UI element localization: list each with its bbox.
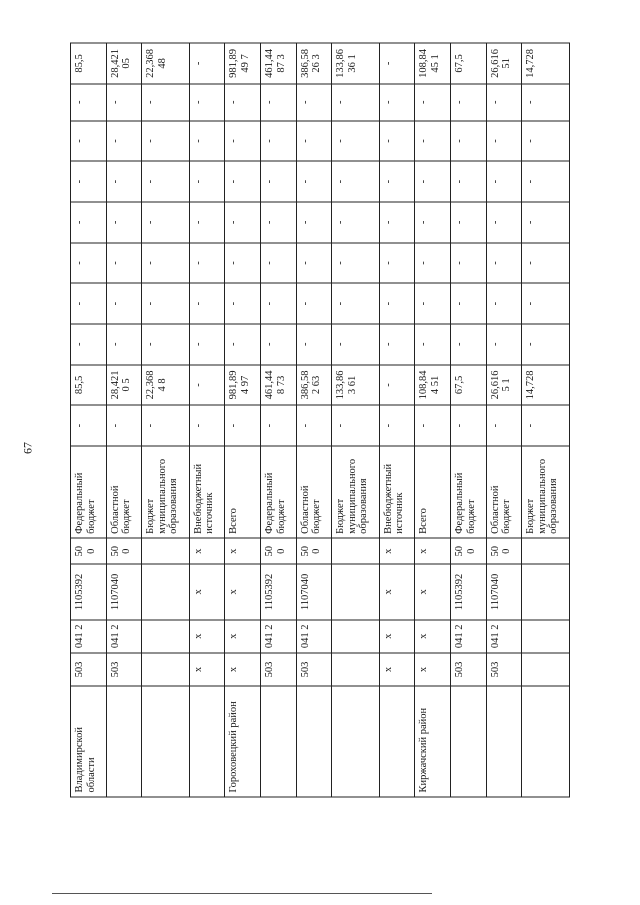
- table-row: [486, 43, 522, 797]
- value-cell: -: [71, 405, 107, 446]
- value-cell: -: [332, 202, 380, 243]
- value-cell: -: [189, 161, 225, 202]
- section-cell: 041 2: [296, 620, 332, 653]
- table-row: [189, 43, 225, 797]
- value-cell: -: [486, 283, 522, 324]
- value-cell: -: [451, 324, 487, 365]
- value-cell: -: [106, 283, 142, 324]
- page-number: 67: [20, 442, 35, 454]
- value-cell: -: [71, 161, 107, 202]
- value-cell: -: [261, 243, 297, 284]
- region-cell: [142, 686, 190, 797]
- value-cell: -: [106, 84, 142, 121]
- type-cell: 50 0: [71, 538, 107, 564]
- source-cell: Федеральный бюджет: [261, 446, 297, 538]
- total-cell: 461,4487 3: [261, 43, 297, 84]
- code-cell: x: [379, 653, 415, 686]
- code-cell: [332, 653, 380, 686]
- value-cell: -: [486, 202, 522, 243]
- value-cell: -: [261, 161, 297, 202]
- value-cell: -: [225, 283, 261, 324]
- target-cell: 1105392: [261, 564, 297, 619]
- value-cell: -: [451, 202, 487, 243]
- code-cell: [522, 653, 570, 686]
- region-cell: Владимирской области: [71, 686, 107, 797]
- table-row: [332, 43, 380, 797]
- value-cell: -: [415, 121, 451, 162]
- value-cell: -: [379, 283, 415, 324]
- region-cell: Гороховецкий район: [225, 686, 261, 797]
- section-cell: 041 2: [106, 620, 142, 653]
- total-cell: 67,5: [451, 43, 487, 84]
- value-cell: -: [522, 202, 570, 243]
- source-cell: Федеральный бюджет: [71, 446, 107, 538]
- value-cell: -: [332, 243, 380, 284]
- value-cell: 67,5: [451, 365, 487, 406]
- value-cell: -: [71, 121, 107, 162]
- value-cell: -: [142, 161, 190, 202]
- type-cell: x: [379, 538, 415, 564]
- value-cell: -: [522, 283, 570, 324]
- value-cell: -: [71, 84, 107, 121]
- source-cell: Областной бюджет: [486, 446, 522, 538]
- value-cell: -: [296, 121, 332, 162]
- region-cell: [261, 686, 297, 797]
- type-cell: 50 0: [486, 538, 522, 564]
- source-cell: Всего: [415, 446, 451, 538]
- type-cell: [332, 538, 380, 564]
- value-cell: -: [415, 243, 451, 284]
- value-cell: -: [486, 324, 522, 365]
- source-cell: Всего: [225, 446, 261, 538]
- section-cell: [142, 620, 190, 653]
- section-cell: 041 2: [71, 620, 107, 653]
- value-cell: -: [415, 283, 451, 324]
- type-cell: 50 0: [451, 538, 487, 564]
- value-cell: -: [225, 161, 261, 202]
- total-cell: 85,5: [71, 43, 107, 84]
- footer-divider: [52, 893, 432, 894]
- table-row: [415, 43, 451, 797]
- value-cell: -: [379, 121, 415, 162]
- target-cell: 1107040: [106, 564, 142, 619]
- value-cell: -: [451, 84, 487, 121]
- value-cell: -: [332, 161, 380, 202]
- value-cell: -: [296, 84, 332, 121]
- value-cell: -: [225, 324, 261, 365]
- total-cell: 22,36848: [142, 43, 190, 84]
- value-cell: -: [415, 324, 451, 365]
- value-cell: -: [522, 161, 570, 202]
- value-cell: 85,5: [71, 365, 107, 406]
- value-cell: -: [486, 243, 522, 284]
- value-cell: -: [522, 324, 570, 365]
- table-row: [261, 43, 297, 797]
- table-row: [451, 43, 487, 797]
- table-row: [379, 43, 415, 797]
- type-cell: 50 0: [296, 538, 332, 564]
- target-cell: x: [225, 564, 261, 619]
- value-cell: 14,728: [522, 365, 570, 406]
- value-cell: -: [261, 283, 297, 324]
- value-cell: -: [225, 121, 261, 162]
- target-cell: [142, 564, 190, 619]
- source-cell: Бюджет муниципального образования: [142, 446, 190, 538]
- type-cell: x: [225, 538, 261, 564]
- section-cell: x: [415, 620, 451, 653]
- value-cell: -: [415, 405, 451, 446]
- value-cell: -: [261, 405, 297, 446]
- value-cell: -: [106, 243, 142, 284]
- value-cell: -: [106, 405, 142, 446]
- target-cell: x: [189, 564, 225, 619]
- value-cell: -: [189, 283, 225, 324]
- table-row: [142, 43, 190, 797]
- value-cell: -: [332, 121, 380, 162]
- value-cell: -: [225, 405, 261, 446]
- value-cell: 133,863 61: [332, 365, 380, 406]
- value-cell: 461,448 73: [261, 365, 297, 406]
- value-cell: -: [142, 405, 190, 446]
- value-cell: 108,844 51: [415, 365, 451, 406]
- target-cell: 1107040: [296, 564, 332, 619]
- code-cell: 503: [261, 653, 297, 686]
- value-cell: -: [71, 202, 107, 243]
- value-cell: -: [451, 161, 487, 202]
- value-cell: -: [71, 243, 107, 284]
- budget-table: [70, 43, 570, 798]
- value-cell: -: [379, 202, 415, 243]
- value-cell: -: [332, 324, 380, 365]
- type-cell: x: [415, 538, 451, 564]
- value-cell: 386,582 63: [296, 365, 332, 406]
- value-cell: 28,4210 5: [106, 365, 142, 406]
- value-cell: -: [225, 84, 261, 121]
- value-cell: -: [106, 161, 142, 202]
- value-cell: -: [189, 202, 225, 243]
- total-cell: 14,728: [522, 43, 570, 84]
- value-cell: -: [486, 161, 522, 202]
- value-cell: -: [106, 324, 142, 365]
- total-cell: 133,8636 1: [332, 43, 380, 84]
- value-cell: -: [451, 121, 487, 162]
- total-cell: 386,5826 3: [296, 43, 332, 84]
- value-cell: -: [296, 161, 332, 202]
- value-cell: -: [486, 405, 522, 446]
- value-cell: -: [142, 202, 190, 243]
- value-cell: -: [296, 243, 332, 284]
- source-cell: Областной бюджет: [296, 446, 332, 538]
- section-cell: 041 2: [486, 620, 522, 653]
- value-cell: -: [332, 84, 380, 121]
- type-cell: x: [189, 538, 225, 564]
- value-cell: -: [225, 243, 261, 284]
- value-cell: -: [189, 324, 225, 365]
- value-cell: -: [225, 202, 261, 243]
- type-cell: [522, 538, 570, 564]
- value-cell: -: [261, 84, 297, 121]
- value-cell: -: [332, 283, 380, 324]
- value-cell: -: [379, 84, 415, 121]
- value-cell: -: [379, 243, 415, 284]
- value-cell: -: [379, 161, 415, 202]
- value-cell: -: [189, 405, 225, 446]
- value-cell: -: [106, 121, 142, 162]
- value-cell: -: [522, 84, 570, 121]
- source-cell: Федеральный бюджет: [451, 446, 487, 538]
- total-cell: 108,8445 1: [415, 43, 451, 84]
- region-cell: Киржачский район: [415, 686, 451, 797]
- value-cell: -: [379, 365, 415, 406]
- table-row: [522, 43, 570, 797]
- type-cell: 50 0: [106, 538, 142, 564]
- region-cell: [189, 686, 225, 797]
- target-cell: 1105392: [71, 564, 107, 619]
- target-cell: [332, 564, 380, 619]
- value-cell: -: [106, 202, 142, 243]
- region-cell: [522, 686, 570, 797]
- value-cell: -: [522, 121, 570, 162]
- target-cell: 1105392: [451, 564, 487, 619]
- value-cell: -: [142, 283, 190, 324]
- value-cell: -: [415, 84, 451, 121]
- budget-table-container: [70, 43, 570, 798]
- value-cell: -: [522, 243, 570, 284]
- code-cell: 503: [71, 653, 107, 686]
- code-cell: [142, 653, 190, 686]
- value-cell: -: [451, 283, 487, 324]
- value-cell: -: [486, 84, 522, 121]
- value-cell: -: [71, 283, 107, 324]
- code-cell: x: [189, 653, 225, 686]
- value-cell: -: [296, 324, 332, 365]
- source-cell: Внебюджетный источник: [189, 446, 225, 538]
- source-cell: Областной бюджет: [106, 446, 142, 538]
- table-row: [71, 43, 107, 797]
- type-cell: [142, 538, 190, 564]
- value-cell: -: [261, 202, 297, 243]
- code-cell: 503: [296, 653, 332, 686]
- total-cell: -: [379, 43, 415, 84]
- section-cell: 041 2: [451, 620, 487, 653]
- value-cell: -: [451, 243, 487, 284]
- target-cell: x: [379, 564, 415, 619]
- value-cell: -: [142, 84, 190, 121]
- value-cell: -: [379, 324, 415, 365]
- value-cell: -: [189, 84, 225, 121]
- value-cell: -: [451, 405, 487, 446]
- total-cell: 981,8949 7: [225, 43, 261, 84]
- target-cell: x: [415, 564, 451, 619]
- region-cell: [451, 686, 487, 797]
- total-cell: 28,42105: [106, 43, 142, 84]
- value-cell: -: [142, 243, 190, 284]
- budget-table-body: [71, 43, 570, 797]
- source-cell: Бюджет муниципального образования: [522, 446, 570, 538]
- target-cell: [522, 564, 570, 619]
- code-cell: 503: [106, 653, 142, 686]
- value-cell: -: [522, 405, 570, 446]
- value-cell: -: [142, 324, 190, 365]
- code-cell: x: [225, 653, 261, 686]
- value-cell: -: [189, 121, 225, 162]
- source-cell: Бюджет муниципального образования: [332, 446, 380, 538]
- section-cell: 041 2: [261, 620, 297, 653]
- value-cell: -: [189, 243, 225, 284]
- value-cell: -: [332, 405, 380, 446]
- value-cell: -: [71, 324, 107, 365]
- type-cell: 50 0: [261, 538, 297, 564]
- source-cell: Внебюджетный источник: [379, 446, 415, 538]
- value-cell: -: [142, 121, 190, 162]
- table-row: [296, 43, 332, 797]
- region-cell: [486, 686, 522, 797]
- value-cell: -: [189, 365, 225, 406]
- value-cell: -: [261, 121, 297, 162]
- region-cell: [332, 686, 380, 797]
- code-cell: 503: [486, 653, 522, 686]
- target-cell: 1107040: [486, 564, 522, 619]
- region-cell: [379, 686, 415, 797]
- code-cell: 503: [451, 653, 487, 686]
- section-cell: x: [225, 620, 261, 653]
- value-cell: 26,6165 1: [486, 365, 522, 406]
- section-cell: x: [189, 620, 225, 653]
- table-row: [225, 43, 261, 797]
- total-cell: 26,61651: [486, 43, 522, 84]
- code-cell: x: [415, 653, 451, 686]
- value-cell: -: [415, 161, 451, 202]
- table-row: [106, 43, 142, 797]
- value-cell: -: [379, 405, 415, 446]
- value-cell: -: [415, 202, 451, 243]
- value-cell: -: [296, 202, 332, 243]
- value-cell: -: [296, 283, 332, 324]
- value-cell: 22,3684 8: [142, 365, 190, 406]
- value-cell: -: [296, 405, 332, 446]
- region-cell: [296, 686, 332, 797]
- section-cell: x: [379, 620, 415, 653]
- total-cell: -: [189, 43, 225, 84]
- value-cell: -: [486, 121, 522, 162]
- value-cell: 981,894 97: [225, 365, 261, 406]
- value-cell: -: [261, 324, 297, 365]
- region-cell: [106, 686, 142, 797]
- section-cell: [522, 620, 570, 653]
- section-cell: [332, 620, 380, 653]
